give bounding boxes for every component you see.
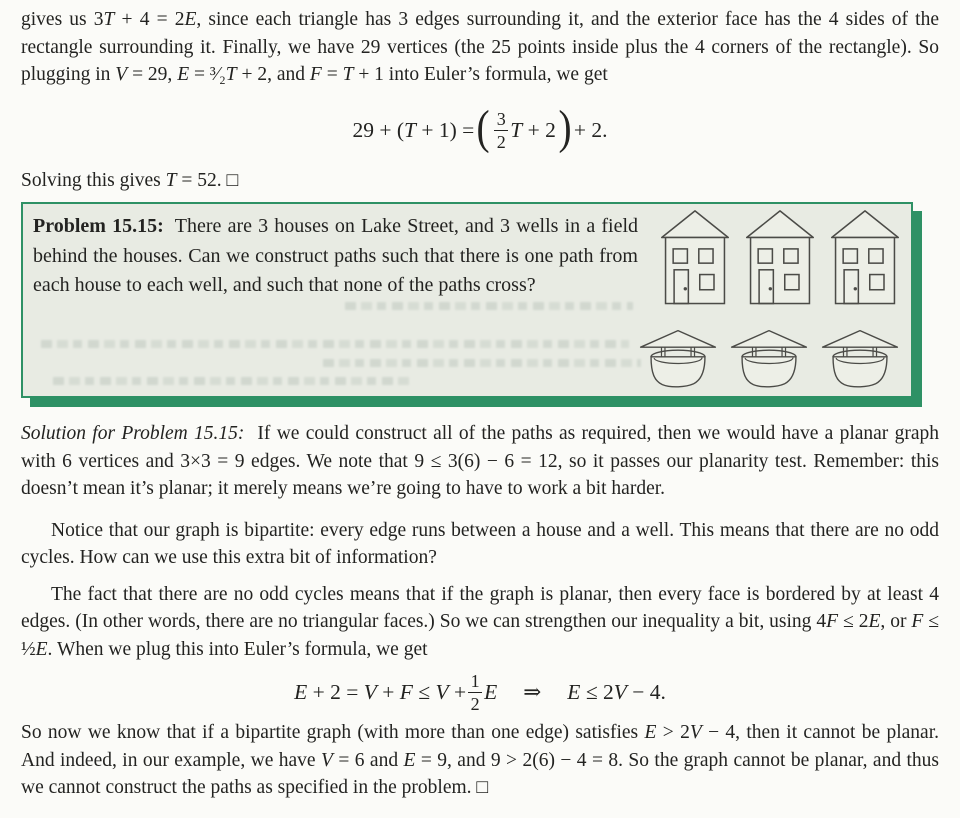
solution-paragraph-1: If we could construct all of the paths as required, then we would have a planar graph with 6 vertices and 3×3 = 9 edges. We note that 9 ≤ 3(6) − 6 = 12, so it passes our planarity test. Remember: this doesn’t mean it’s planar; it merely means we’re going to have to work a bit harder. — [21, 423, 939, 499]
well-figure — [638, 328, 718, 389]
houses-row — [638, 208, 903, 305]
equation-lhs: 29 + (T + 1) = — [352, 118, 475, 142]
implies-arrow: ⇒ — [523, 680, 542, 705]
print-bleedthrough-artifact — [41, 340, 629, 348]
equation-tail: + 2. — [573, 118, 608, 142]
display-equation-euler-substitution — [21, 100, 939, 155]
solving-result-line: Solving this gives T = 52. □ — [21, 169, 239, 191]
big-close-paren: ) — [558, 100, 572, 154]
paragraph-conclusion: So now we know that if a bipartite graph (with more than one edge) satisfies E > 2V − 4, then it cannot be planar. And indeed, in our example, we have V = 6 and E = 9, and 9 > 2(6) − 4 = 8. So the graph cannot be planar, and thus we cannot construct the paths as specified in the problem. □ — [21, 722, 940, 799]
equation-fraction-suffix: E — [484, 680, 498, 705]
paragraph-bipartite: Notice that our graph is bipartite: every edge runs between a house and a well. This means that there are no odd cycles. How can we use this extra bit of information? — [21, 519, 939, 568]
fraction-numerator: 3 — [494, 109, 508, 131]
house-figure — [742, 208, 818, 305]
problem-figures — [638, 204, 911, 396]
wells-row — [638, 328, 903, 389]
house-figure — [657, 208, 733, 305]
paragraph-triangulation: gives us 3T + 4 = 2E, since each triangle has 3 edges surrounding it, and the exterior face has the 4 sides of the rectangle surrounding it. Finally, we have 29 vertices (the 25 points inside plus the 4 corners of the rectangle). So plugging in V = 29, E = ³⁄₂T + 2, and F = T + 1 into Euler’s formula, we get — [21, 9, 940, 85]
equation-after-fraction: T + 2 — [510, 118, 556, 142]
paragraph-no-odd-cycles: The fact that there are no odd cycles means that if the graph is planar, then every face is bordered by at least 4 edges. (In other words, there are no triangular faces.) So we can strengthen our inequality a bit, using 4F ≤ 2E, or F ≤ ½E. When we plug this into Euler’s formula, we get — [21, 583, 940, 660]
print-bleedthrough-artifact — [345, 302, 633, 310]
display-equation-inequality — [21, 671, 939, 714]
well-figure — [729, 328, 809, 389]
equation-right: E ≤ 2V − 4. — [567, 680, 666, 705]
fraction-one-half — [468, 671, 482, 714]
house-figure — [827, 208, 903, 305]
fraction-denominator: 2 — [470, 694, 480, 715]
problem-text: There are 3 houses on Lake Street, and 3 wells in a field behind the houses. Can we construct paths such that there is one path from each house to each well, and such that none of the paths cross? — [33, 215, 639, 296]
problem-statement — [23, 204, 638, 396]
paragraph-solution-intro — [21, 420, 939, 503]
big-open-paren: ( — [476, 100, 490, 154]
problem-box-15-15 — [21, 202, 913, 398]
solution-lead-in: Solution for Problem 15.15: — [21, 423, 245, 444]
fraction-numerator: 1 — [468, 671, 482, 693]
print-bleedthrough-artifact — [323, 359, 641, 367]
fraction-three-halves — [494, 109, 508, 152]
print-bleedthrough-artifact — [53, 377, 409, 385]
problem-number-label: Problem 15.15: — [33, 215, 164, 237]
equation-left: E + 2 = V + F ≤ V + — [294, 680, 467, 705]
fraction-denominator: 2 — [496, 132, 506, 152]
well-figure — [820, 328, 900, 389]
